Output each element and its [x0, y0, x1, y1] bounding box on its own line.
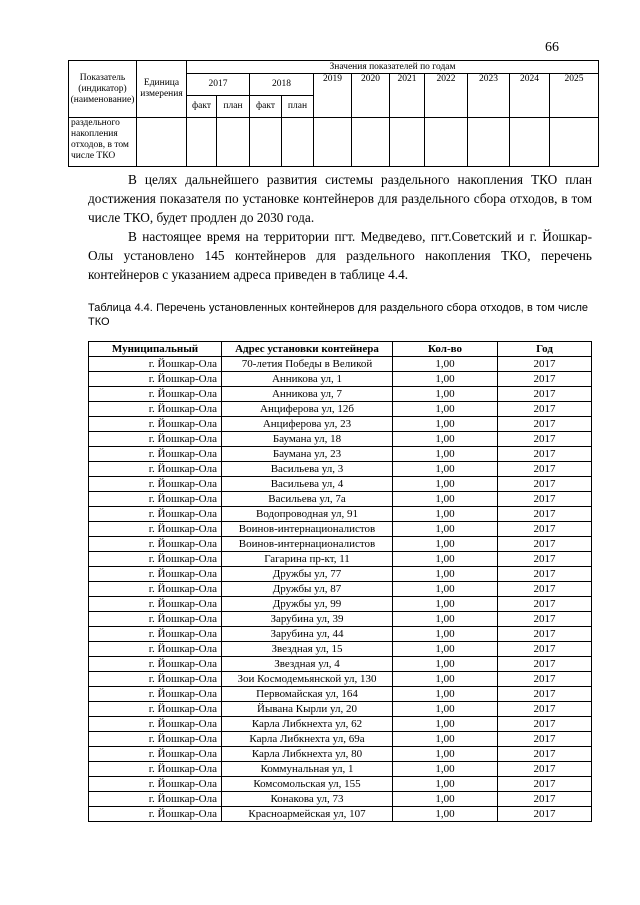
address-cell: Красноармейская ул, 107 [222, 807, 393, 822]
municipality-cell: г. Йошкар-Ола [89, 387, 222, 402]
municipality-cell: г. Йошкар-Ола [89, 567, 222, 582]
year-cell: 2017 [498, 597, 592, 612]
address-cell: Зарубина ул, 44 [222, 627, 393, 642]
table-caption: Таблица 4.4. Перечень установленных контейнеров для раздельного сбора отходов, в том числе ТКО [88, 302, 588, 328]
year-cell: 2017 [498, 567, 592, 582]
year-header: 2020 [352, 74, 390, 118]
table-row [89, 432, 592, 447]
indicator-row-label: раздельного накопления отходов, в том числе ТКО [69, 118, 137, 167]
quantity-cell: 1,00 [393, 792, 498, 807]
containers-table-body [89, 357, 592, 822]
address-cell: Конакова ул, 73 [222, 792, 393, 807]
municipality-cell: г. Йошкар-Ола [89, 807, 222, 822]
year-header: 2019 [314, 74, 352, 118]
quantity-cell: 1,00 [393, 357, 498, 372]
table-row [89, 402, 592, 417]
page-number: 66 [545, 40, 559, 55]
empty-cell [468, 118, 510, 167]
table-row [89, 567, 592, 582]
municipality-cell: г. Йошкар-Ола [89, 672, 222, 687]
address-cell: Коммунальная ул, 1 [222, 762, 393, 777]
table-row [89, 522, 592, 537]
table-row [89, 807, 592, 822]
quantity-cell: 1,00 [393, 372, 498, 387]
address-cell: Звездная ул, 15 [222, 642, 393, 657]
table-row [89, 732, 592, 747]
address-cell: 70-летия Победы в Великой [222, 357, 393, 372]
quantity-cell: 1,00 [393, 432, 498, 447]
unit-column-header: Единица измерения [137, 61, 187, 118]
year-cell: 2017 [498, 657, 592, 672]
table-row [89, 612, 592, 627]
table-row [89, 672, 592, 687]
column-header-address: Адрес установки контейнера [222, 342, 393, 357]
address-cell: Васильева ул, 3 [222, 462, 393, 477]
empty-cell [550, 118, 599, 167]
quantity-cell: 1,00 [393, 462, 498, 477]
empty-cell [217, 118, 250, 167]
address-cell: Зои Космодемьянской ул, 130 [222, 672, 393, 687]
year-header: 2025 [550, 74, 599, 118]
quantity-cell: 1,00 [393, 657, 498, 672]
quantity-cell: 1,00 [393, 537, 498, 552]
address-cell: Водопроводная ул, 91 [222, 507, 393, 522]
empty-cell [510, 118, 550, 167]
address-cell: Комсомольская ул, 155 [222, 777, 393, 792]
year-cell: 2017 [498, 357, 592, 372]
year-cell: 2017 [498, 642, 592, 657]
table-row [89, 702, 592, 717]
indicator-column-header: Показатель (индикатор) (наименование) [69, 61, 137, 118]
municipality-cell: г. Йошкар-Ола [89, 537, 222, 552]
municipality-cell: г. Йошкар-Ола [89, 552, 222, 567]
table-row [89, 372, 592, 387]
values-by-year-header: Значения показателей по годам [187, 61, 599, 74]
year-cell: 2017 [498, 507, 592, 522]
year-header: 2017 [187, 74, 250, 96]
paragraph-extension-plan: В целях дальнейшего развития системы раздельного накопления ТКО план достижения показателя по установке контейнеров для раздельного сбора отходов, в том числе ТКО, будет продлен до 2030 года. [88, 172, 592, 225]
indicator-table [68, 60, 599, 167]
address-cell: Баумана ул, 23 [222, 447, 393, 462]
address-cell: Карла Либкнехта ул, 62 [222, 717, 393, 732]
table-row [89, 642, 592, 657]
table-row [89, 387, 592, 402]
empty-cell [137, 118, 187, 167]
year-cell: 2017 [498, 537, 592, 552]
year-cell: 2017 [498, 402, 592, 417]
municipality-cell: г. Йошкар-Ола [89, 597, 222, 612]
year-cell: 2017 [498, 462, 592, 477]
year-header: 2021 [390, 74, 425, 118]
empty-cell [250, 118, 282, 167]
table-row [89, 492, 592, 507]
municipality-cell: г. Йошкар-Ола [89, 702, 222, 717]
column-header-year: Год [498, 342, 592, 357]
year-cell: 2017 [498, 582, 592, 597]
plan-subheader: план [282, 96, 314, 118]
column-header-quantity: Кол-во [393, 342, 498, 357]
quantity-cell: 1,00 [393, 687, 498, 702]
table-row [89, 552, 592, 567]
empty-cell [425, 118, 468, 167]
quantity-cell: 1,00 [393, 612, 498, 627]
table-row [89, 777, 592, 792]
quantity-cell: 1,00 [393, 627, 498, 642]
address-cell: Карла Либкнехта ул, 69а [222, 732, 393, 747]
municipality-cell: г. Йошкар-Ола [89, 582, 222, 597]
address-cell: Анникова ул, 1 [222, 372, 393, 387]
address-cell: Дружбы ул, 99 [222, 597, 393, 612]
quantity-cell: 1,00 [393, 597, 498, 612]
address-cell: Зарубина ул, 39 [222, 612, 393, 627]
quantity-cell: 1,00 [393, 447, 498, 462]
address-cell: Гагарина пр-кт, 11 [222, 552, 393, 567]
year-header: 2022 [425, 74, 468, 118]
table-row [89, 657, 592, 672]
year-cell: 2017 [498, 387, 592, 402]
municipality-cell: г. Йошкар-Ола [89, 777, 222, 792]
empty-cell [390, 118, 425, 167]
municipality-cell: г. Йошкар-Ола [89, 432, 222, 447]
quantity-cell: 1,00 [393, 702, 498, 717]
municipality-cell: г. Йошкар-Ола [89, 642, 222, 657]
municipality-cell: г. Йошкар-Ола [89, 462, 222, 477]
table-row [89, 627, 592, 642]
municipality-cell: г. Йошкар-Ола [89, 627, 222, 642]
quantity-cell: 1,00 [393, 717, 498, 732]
address-cell: Анциферова ул, 23 [222, 417, 393, 432]
municipality-cell: г. Йошкар-Ола [89, 447, 222, 462]
address-cell: Баумана ул, 18 [222, 432, 393, 447]
municipality-cell: г. Йошкар-Ола [89, 372, 222, 387]
year-cell: 2017 [498, 747, 592, 762]
address-cell: Дружбы ул, 87 [222, 582, 393, 597]
year-cell: 2017 [498, 552, 592, 567]
municipality-cell: г. Йошкар-Ола [89, 417, 222, 432]
address-cell: Карла Либкнехта ул, 80 [222, 747, 393, 762]
quantity-cell: 1,00 [393, 402, 498, 417]
empty-cell [187, 118, 217, 167]
municipality-cell: г. Йошкар-Ола [89, 657, 222, 672]
table-row [89, 357, 592, 372]
table-row [89, 477, 592, 492]
quantity-cell: 1,00 [393, 732, 498, 747]
year-cell: 2017 [498, 807, 592, 822]
table-row [89, 462, 592, 477]
quantity-cell: 1,00 [393, 807, 498, 822]
address-cell: Воинов-интернационалистов [222, 537, 393, 552]
address-cell: Звездная ул, 4 [222, 657, 393, 672]
fact-subheader: факт [187, 96, 217, 118]
containers-table [88, 341, 592, 822]
municipality-cell: г. Йошкар-Ола [89, 747, 222, 762]
year-cell: 2017 [498, 447, 592, 462]
municipality-cell: г. Йошкар-Ола [89, 687, 222, 702]
year-cell: 2017 [498, 732, 592, 747]
address-cell: Йывана Кырли ул, 20 [222, 702, 393, 717]
quantity-cell: 1,00 [393, 477, 498, 492]
fact-subheader: факт [250, 96, 282, 118]
year-cell: 2017 [498, 792, 592, 807]
year-header: 2018 [250, 74, 314, 96]
quantity-cell: 1,00 [393, 387, 498, 402]
table-row [89, 717, 592, 732]
quantity-cell: 1,00 [393, 492, 498, 507]
year-cell: 2017 [498, 672, 592, 687]
table-row [89, 507, 592, 522]
year-cell: 2017 [498, 522, 592, 537]
address-cell: Воинов-интернационалистов [222, 522, 393, 537]
quantity-cell: 1,00 [393, 672, 498, 687]
table-row [89, 417, 592, 432]
year-cell: 2017 [498, 477, 592, 492]
plan-subheader: план [217, 96, 250, 118]
municipality-cell: г. Йошкар-Ола [89, 522, 222, 537]
empty-cell [352, 118, 390, 167]
address-cell: Первомайская ул, 164 [222, 687, 393, 702]
quantity-cell: 1,00 [393, 417, 498, 432]
quantity-cell: 1,00 [393, 507, 498, 522]
year-cell: 2017 [498, 417, 592, 432]
year-cell: 2017 [498, 717, 592, 732]
column-header-municipal: Муниципальный [89, 342, 222, 357]
address-cell: Анциферова ул, 12б [222, 402, 393, 417]
quantity-cell: 1,00 [393, 552, 498, 567]
quantity-cell: 1,00 [393, 642, 498, 657]
municipality-cell: г. Йошкар-Ола [89, 732, 222, 747]
municipality-cell: г. Йошкар-Ола [89, 612, 222, 627]
table-row [89, 582, 592, 597]
table-row [89, 792, 592, 807]
municipality-cell: г. Йошкар-Ола [89, 507, 222, 522]
municipality-cell: г. Йошкар-Ола [89, 477, 222, 492]
municipality-cell: г. Йошкар-Ола [89, 792, 222, 807]
year-cell: 2017 [498, 687, 592, 702]
address-cell: Васильева ул, 7а [222, 492, 393, 507]
quantity-cell: 1,00 [393, 777, 498, 792]
empty-cell [282, 118, 314, 167]
year-cell: 2017 [498, 762, 592, 777]
municipality-cell: г. Йошкар-Ола [89, 492, 222, 507]
quantity-cell: 1,00 [393, 522, 498, 537]
address-cell: Анникова ул, 7 [222, 387, 393, 402]
year-cell: 2017 [498, 777, 592, 792]
year-cell: 2017 [498, 432, 592, 447]
table-row [89, 747, 592, 762]
address-cell: Дружбы ул, 77 [222, 567, 393, 582]
table-row [89, 762, 592, 777]
year-header: 2024 [510, 74, 550, 118]
quantity-cell: 1,00 [393, 582, 498, 597]
table-row [89, 537, 592, 552]
municipality-cell: г. Йошкар-Ола [89, 762, 222, 777]
municipality-cell: г. Йошкар-Ола [89, 357, 222, 372]
table-row [89, 687, 592, 702]
year-cell: 2017 [498, 702, 592, 717]
paragraph-containers-count: В настоящее время на территории пгт. Медведево, пгт.Советский и г. Йошкар-Олы установлено 145 контейнеров для раздельного накопления ТКО, перечень контейнеров с указанием адреса приведен в таблице 4.4. [88, 229, 592, 282]
empty-cell [314, 118, 352, 167]
year-header: 2023 [468, 74, 510, 118]
table-row [89, 597, 592, 612]
municipality-cell: г. Йошкар-Ола [89, 402, 222, 417]
year-cell: 2017 [498, 372, 592, 387]
quantity-cell: 1,00 [393, 567, 498, 582]
quantity-cell: 1,00 [393, 747, 498, 762]
address-cell: Васильева ул, 4 [222, 477, 393, 492]
year-cell: 2017 [498, 627, 592, 642]
quantity-cell: 1,00 [393, 762, 498, 777]
table-row [89, 447, 592, 462]
municipality-cell: г. Йошкар-Ола [89, 717, 222, 732]
year-cell: 2017 [498, 612, 592, 627]
year-cell: 2017 [498, 492, 592, 507]
